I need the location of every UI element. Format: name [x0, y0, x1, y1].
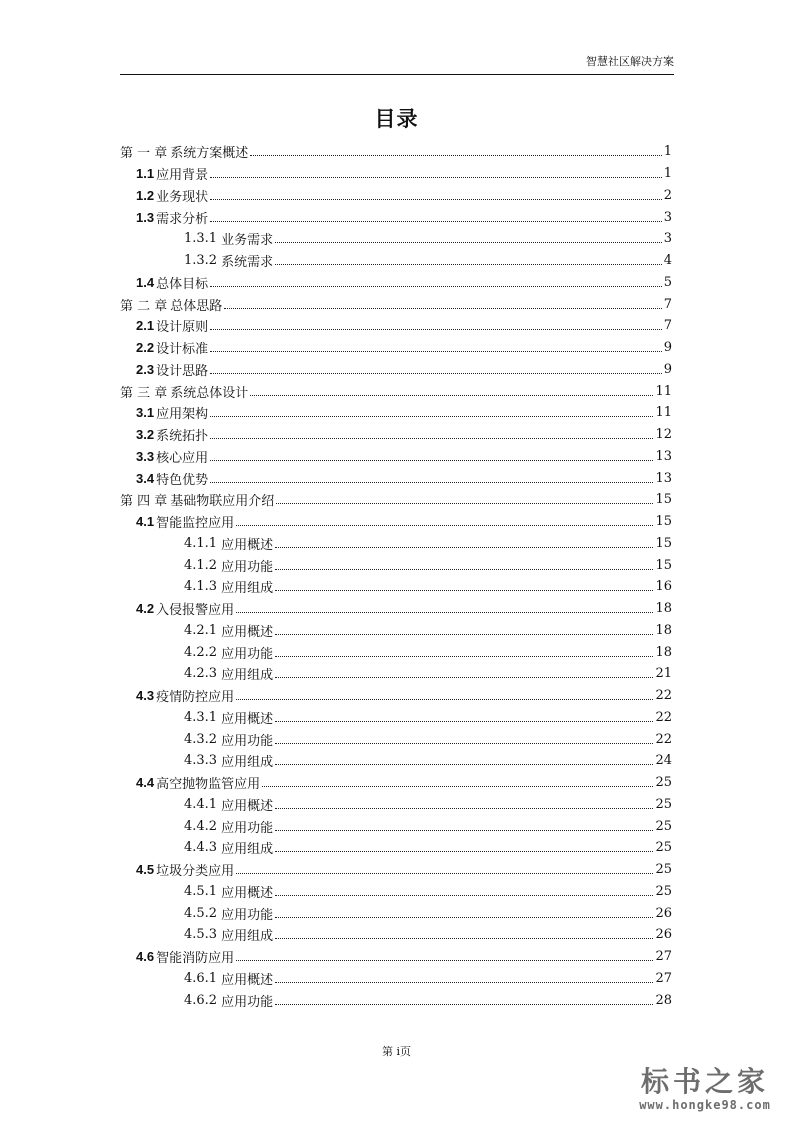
- toc-entry-number: 3.4: [136, 470, 155, 486]
- toc-entry-page: 15: [655, 535, 672, 551]
- toc-entry-page: 22: [655, 709, 672, 725]
- toc-entry-page: 24: [655, 753, 672, 769]
- toc-dot-leader: [275, 721, 653, 722]
- toc-entry-number: 4.2.3: [184, 666, 218, 682]
- toc-entry-page: 25: [655, 818, 672, 834]
- toc-entry-number: 4.3: [136, 688, 155, 704]
- toc-entry-title: 垃圾分类应用: [156, 864, 235, 880]
- toc-entry-title: 总体目标: [156, 276, 209, 292]
- toc-dot-leader: [210, 177, 662, 178]
- toc-entry-page: 26: [655, 927, 672, 943]
- toc-entry-title: 应用概述: [221, 711, 274, 727]
- toc-entry-title: 应用架构: [156, 407, 209, 423]
- toc-entry-title: 智能监控应用: [156, 516, 235, 532]
- toc-entry[interactable]: [120, 728, 672, 750]
- toc-entry-title: 应用功能: [221, 820, 274, 836]
- toc-dot-leader: [275, 264, 662, 265]
- watermark-url: www.hongke98.com: [639, 1098, 771, 1112]
- toc-entry-number: 1.3: [136, 209, 155, 225]
- toc-dot-leader: [275, 1004, 653, 1005]
- toc-entry[interactable]: [120, 380, 672, 402]
- toc-entry[interactable]: [120, 772, 672, 794]
- toc-dot-leader: [210, 438, 653, 439]
- page-number: 第 i页: [381, 1045, 411, 1058]
- toc-dot-leader: [250, 155, 661, 156]
- toc-dot-leader: [236, 612, 653, 613]
- toc-dot-leader: [275, 242, 662, 243]
- toc-entry-page: 18: [655, 622, 672, 638]
- toc-entry[interactable]: [120, 685, 672, 707]
- toc-entry-title: 设计标准: [156, 342, 209, 358]
- toc-entry[interactable]: [120, 794, 672, 816]
- toc-dot-leader: [276, 503, 653, 504]
- toc-entry-title: 应用概述: [221, 798, 274, 814]
- toc-entry-number: 4.2: [136, 601, 155, 617]
- toc-entry-title: 业务需求: [221, 233, 274, 249]
- toc-entry-number: 第 四 章: [120, 494, 168, 510]
- table-of-contents: [120, 141, 672, 1011]
- toc-entry-title: 应用功能: [221, 907, 274, 923]
- toc-dot-leader: [224, 308, 661, 309]
- toc-entry[interactable]: [120, 902, 672, 924]
- toc-entry[interactable]: [120, 163, 672, 185]
- toc-entry-page: 11: [655, 405, 672, 421]
- toc-dot-leader: [210, 221, 662, 222]
- toc-entry-number: 1.1: [136, 166, 155, 182]
- toc-entry[interactable]: [120, 663, 672, 685]
- toc-entry-title: 基础物联应用介绍: [170, 494, 275, 510]
- toc-dot-leader: [236, 960, 653, 961]
- toc-dot-leader: [210, 286, 662, 287]
- toc-entry-title: 智能消防应用: [156, 951, 235, 967]
- toc-entry[interactable]: [120, 968, 672, 990]
- toc-entry-page: 13: [655, 448, 672, 464]
- toc-entry-title: 应用概述: [221, 624, 274, 640]
- toc-entry-page: 15: [655, 492, 672, 508]
- toc-entry-page: 13: [655, 470, 672, 486]
- toc-entry-title: 应用组成: [221, 929, 274, 945]
- toc-entry-title: 设计思路: [156, 363, 209, 379]
- toc-entry-page: 15: [655, 514, 672, 530]
- toc-entry-page: 25: [655, 796, 672, 812]
- toc-entry-title: 应用组成: [221, 755, 274, 771]
- toc-entry-title: 需求分析: [156, 211, 209, 227]
- toc-entry-title: 总体思路: [170, 298, 223, 314]
- toc-entry[interactable]: [120, 641, 672, 663]
- toc-entry[interactable]: [120, 446, 672, 468]
- toc-entry[interactable]: [120, 707, 672, 729]
- toc-entry-title: 高空抛物监管应用: [156, 777, 261, 793]
- toc-entry-number: 3.3: [136, 448, 155, 464]
- toc-entry-number: 1.4: [136, 274, 155, 290]
- toc-entry-page: 1: [663, 144, 672, 160]
- toc-entry-number: 4.5.2: [184, 905, 218, 921]
- toc-entry-title: 系统需求: [221, 255, 274, 271]
- toc-entry-number: 4.1.2: [184, 557, 218, 573]
- toc-entry-number: 2.3: [136, 361, 155, 377]
- toc-entry-number: 2.1: [136, 318, 155, 334]
- toc-entry-page: 22: [655, 731, 672, 747]
- toc-entry-page: 7: [663, 296, 672, 312]
- toc-entry[interactable]: [120, 250, 672, 272]
- toc-entry-page: 4: [663, 253, 672, 269]
- toc-dot-leader: [236, 525, 653, 526]
- toc-entry-page: 25: [655, 840, 672, 856]
- toc-entry[interactable]: [120, 315, 672, 337]
- toc-entry-page: 28: [655, 992, 672, 1008]
- toc-dot-leader: [210, 329, 662, 330]
- toc-entry-page: 22: [655, 688, 672, 704]
- toc-entry[interactable]: [120, 424, 672, 446]
- toc-entry[interactable]: [120, 141, 672, 163]
- toc-dot-leader: [236, 873, 653, 874]
- toc-entry[interactable]: [120, 750, 672, 772]
- toc-entry[interactable]: [120, 467, 672, 489]
- toc-entry-title: 核心应用: [156, 450, 209, 466]
- toc-entry-number: 1.3.2: [184, 253, 218, 269]
- toc-entry-number: 4.1.3: [184, 579, 218, 595]
- toc-entry[interactable]: [120, 989, 672, 1011]
- toc-entry-number: 1.3.1: [184, 231, 218, 247]
- toc-entry-number: 4.5: [136, 862, 155, 878]
- toc-entry-number: 4.1: [136, 514, 155, 530]
- toc-entry[interactable]: [120, 815, 672, 837]
- toc-entry-number: 3.1: [136, 405, 155, 421]
- toc-entry-number: 4.3.3: [184, 753, 218, 769]
- toc-entry-number: 4.5.1: [184, 883, 218, 899]
- toc-dot-leader: [275, 656, 653, 657]
- toc-dot-leader: [210, 373, 662, 374]
- toc-entry-number: 2.2: [136, 340, 155, 356]
- toc-dot-leader: [275, 938, 653, 939]
- toc-entry-page: 18: [655, 644, 672, 660]
- toc-entry-number: 4.2.1: [184, 622, 218, 638]
- toc-entry[interactable]: [120, 272, 672, 294]
- header-title: 智慧社区解决方案: [586, 55, 674, 68]
- toc-entry-number: 第 二 章: [120, 298, 168, 314]
- toc-entry-title: 入侵报警应用: [156, 603, 235, 619]
- toc-dot-leader: [275, 830, 653, 831]
- toc-entry[interactable]: [120, 837, 672, 859]
- toc-entry-number: 4.2.2: [184, 644, 218, 660]
- toc-entry-title: 应用功能: [221, 646, 274, 662]
- watermark-brand: 标书之家: [640, 1065, 769, 1098]
- toc-entry[interactable]: [120, 511, 672, 533]
- toc-dot-leader: [210, 351, 662, 352]
- toc-entry-number: 4.6.2: [184, 992, 218, 1008]
- watermark-logo: [625, 1066, 785, 1112]
- toc-entry-number: 4.6.1: [184, 970, 218, 986]
- toc-entry-page: 9: [663, 361, 672, 377]
- toc-entry[interactable]: [120, 533, 672, 555]
- toc-entry[interactable]: [120, 620, 672, 642]
- toc-dot-leader: [275, 569, 653, 570]
- toc-entry-title: 特色优势: [156, 472, 209, 488]
- toc-entry-page: 21: [655, 666, 672, 682]
- toc-dot-leader: [250, 395, 653, 396]
- toc-entry[interactable]: [120, 359, 672, 381]
- toc-entry-page: 9: [663, 340, 672, 356]
- toc-entry[interactable]: [120, 924, 672, 946]
- toc-entry-page: 16: [655, 579, 672, 595]
- toc-dot-leader: [236, 699, 653, 700]
- toc-entry-page: 27: [655, 970, 672, 986]
- toc-dot-leader: [262, 786, 653, 787]
- toc-entry-title: 应用概述: [221, 972, 274, 988]
- toc-dot-leader: [275, 764, 653, 765]
- toc-title: 目录: [374, 107, 419, 131]
- toc-entry[interactable]: [120, 337, 672, 359]
- toc-dot-leader: [275, 895, 653, 896]
- toc-entry-title: 系统总体设计: [170, 385, 249, 401]
- toc-dot-leader: [275, 808, 653, 809]
- toc-dot-leader: [275, 982, 653, 983]
- toc-dot-leader: [275, 590, 653, 591]
- toc-entry[interactable]: [120, 293, 672, 315]
- toc-entry-page: 5: [663, 274, 672, 290]
- toc-entry[interactable]: [120, 185, 672, 207]
- toc-entry[interactable]: [120, 576, 672, 598]
- toc-entry-page: 18: [655, 601, 672, 617]
- toc-entry[interactable]: [120, 598, 672, 620]
- toc-entry-page: 3: [663, 231, 672, 247]
- toc-entry-title: 应用概述: [221, 885, 274, 901]
- toc-dot-leader: [275, 743, 653, 744]
- toc-entry-page: 25: [655, 775, 672, 791]
- toc-entry-page: 7: [663, 318, 672, 334]
- toc-dot-leader: [210, 482, 653, 483]
- toc-entry-title: 系统方案概述: [170, 146, 249, 162]
- toc-entry-title: 业务现状: [156, 189, 209, 205]
- toc-entry[interactable]: [120, 554, 672, 576]
- toc-entry[interactable]: [120, 946, 672, 968]
- toc-entry-title: 应用组成: [221, 668, 274, 684]
- toc-entry[interactable]: [120, 859, 672, 881]
- toc-entry-page: 11: [655, 383, 672, 399]
- page-footer: [0, 1043, 793, 1059]
- toc-entry-page: 15: [655, 557, 672, 573]
- toc-entry-page: 26: [655, 905, 672, 921]
- toc-entry-title: 应用组成: [221, 581, 274, 597]
- toc-entry-page: 3: [663, 209, 672, 225]
- toc-dot-leader: [275, 677, 653, 678]
- toc-entry-page: 1: [663, 166, 672, 182]
- toc-dot-leader: [210, 416, 653, 417]
- toc-entry-title: 应用功能: [221, 559, 274, 575]
- toc-entry-page: 25: [655, 883, 672, 899]
- toc-entry-number: 4.4.3: [184, 840, 218, 856]
- toc-entry-title: 系统拓扑: [156, 429, 209, 445]
- toc-entry-number: 4.4.2: [184, 818, 218, 834]
- toc-entry-title: 设计原则: [156, 320, 209, 336]
- toc-entry-number: 4.3.2: [184, 731, 218, 747]
- toc-dot-leader: [275, 917, 653, 918]
- toc-dot-leader: [210, 460, 653, 461]
- toc-entry-page: 12: [655, 427, 672, 443]
- toc-entry-page: 2: [663, 187, 672, 203]
- toc-entry-number: 4.5.3: [184, 927, 218, 943]
- toc-entry-number: 4.3.1: [184, 709, 218, 725]
- toc-entry-page: 27: [655, 949, 672, 965]
- running-header: [120, 56, 674, 75]
- toc-entry[interactable]: [120, 881, 672, 903]
- toc-entry-title: 应用功能: [221, 733, 274, 749]
- toc-entry-number: 第 一 章: [120, 146, 168, 162]
- toc-entry[interactable]: [120, 206, 672, 228]
- toc-entry[interactable]: [120, 228, 672, 250]
- toc-entry-number: 1.2: [136, 187, 155, 203]
- toc-entry[interactable]: [120, 402, 672, 424]
- toc-dot-leader: [275, 547, 653, 548]
- toc-entry-number: 4.4.1: [184, 796, 218, 812]
- toc-entry-page: 25: [655, 862, 672, 878]
- toc-dot-leader: [210, 199, 662, 200]
- toc-entry-title: 应用组成: [221, 842, 274, 858]
- toc-entry-number: 4.4: [136, 775, 155, 791]
- toc-entry-number: 第 三 章: [120, 385, 168, 401]
- toc-entry-title: 应用概述: [221, 537, 274, 553]
- toc-entry-title: 应用背景: [156, 168, 209, 184]
- toc-dot-leader: [275, 634, 653, 635]
- toc-entry-number: 3.2: [136, 427, 155, 443]
- toc-entry-number: 4.1.1: [184, 535, 218, 551]
- toc-entry-title: 疫情防控应用: [156, 690, 235, 706]
- toc-entry[interactable]: [120, 489, 672, 511]
- toc-entry-number: 4.6: [136, 949, 155, 965]
- toc-dot-leader: [275, 851, 653, 852]
- toc-entry-title: 应用功能: [221, 994, 274, 1010]
